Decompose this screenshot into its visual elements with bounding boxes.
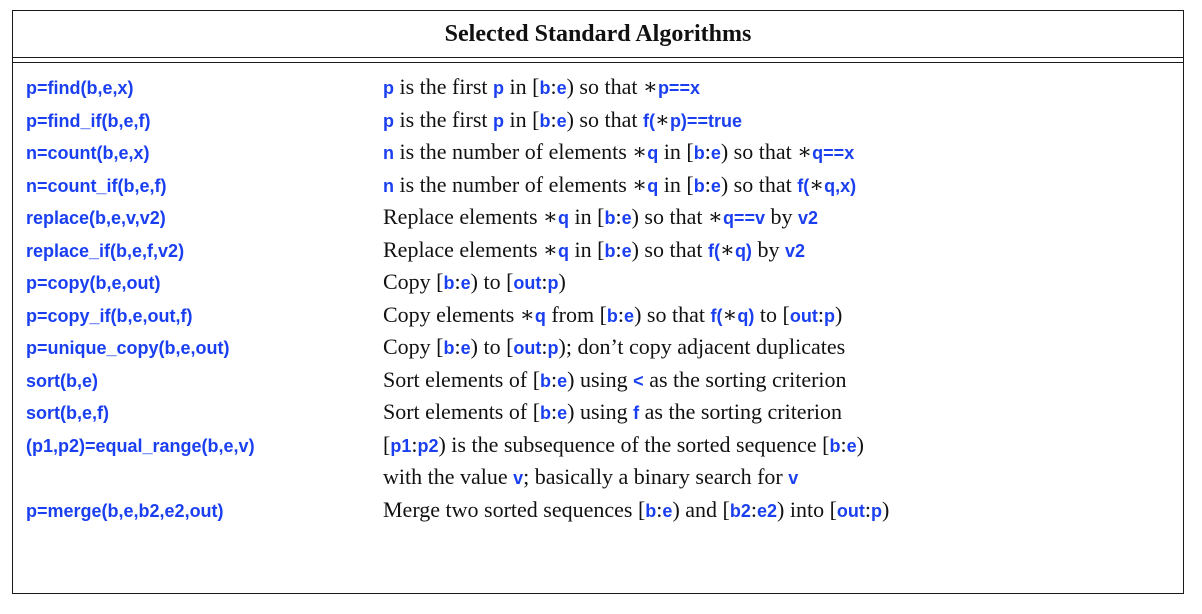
algorithm-signature: p=copy_if(b,e,out,f): [26, 305, 193, 326]
code-fragment: e: [556, 78, 567, 98]
algorithm-signature: p=merge(b,e,b2,e2,out): [26, 500, 224, 521]
code-fragment: p: [493, 78, 504, 98]
code-fragment: b: [539, 78, 551, 98]
text-fragment: in [: [569, 204, 605, 229]
text-fragment: :: [541, 334, 548, 359]
text-fragment: by: [751, 236, 785, 262]
code-fragment: q==x: [812, 143, 855, 163]
table-row: [13, 334, 1183, 367]
code-fragment: f(: [707, 240, 720, 261]
text-fragment: Copy [: [383, 269, 444, 294]
table-row: [13, 367, 1183, 400]
text-fragment: :: [750, 496, 757, 522]
code-fragment: p==x: [657, 78, 700, 98]
code-fragment: q: [534, 305, 546, 326]
text-fragment: Copy [: [383, 334, 444, 359]
code-fragment: b: [829, 435, 841, 456]
text-fragment: :: [864, 496, 872, 522]
text-fragment: in [: [569, 236, 605, 262]
text-fragment: as the sorting criterion: [643, 366, 847, 392]
algorithm-description: [383, 269, 1183, 295]
text-fragment: :: [704, 139, 711, 164]
algorithm-signature: n=count_if(b,e,f): [26, 175, 167, 196]
code-fragment: q: [558, 240, 569, 261]
code-fragment: e: [710, 175, 721, 196]
text-fragment: :: [454, 269, 461, 294]
code-fragment: b: [604, 208, 616, 228]
text-fragment: in [: [658, 139, 694, 164]
text-fragment: Sort elements of [: [383, 399, 541, 424]
table-row: [13, 107, 1183, 140]
code-fragment: q,x): [824, 175, 857, 196]
text-fragment: ∗: [722, 301, 738, 327]
code-fragment: p: [547, 273, 559, 293]
table-row: [13, 204, 1183, 237]
algorithm-description: [383, 74, 1183, 100]
code-fragment: e2: [757, 500, 778, 521]
code-fragment: p: [823, 305, 835, 326]
code-fragment: p1: [390, 435, 412, 456]
algorithm-signature: p=copy(b,e,out): [26, 273, 161, 293]
text-fragment: ) and [: [672, 496, 730, 522]
text-fragment: ) so that: [631, 236, 708, 262]
text-fragment: :: [411, 431, 418, 457]
text-fragment: ) is the subsequence of the sorted sequence [: [438, 431, 830, 457]
algorithm-signature: p=find(b,e,x): [26, 78, 134, 98]
text-fragment: in [: [658, 171, 694, 197]
text-fragment: ) using: [567, 366, 634, 392]
algorithm-signature: sort(b,e,f): [26, 403, 109, 423]
algorithm-description: [383, 432, 1183, 458]
text-fragment: :: [817, 301, 824, 327]
table-body: [13, 63, 1183, 529]
table-row: [13, 139, 1183, 172]
code-fragment: e: [621, 208, 632, 228]
text-fragment: :: [704, 171, 711, 197]
text-fragment: [: [383, 431, 391, 457]
algorithm-signature: (p1,p2)=equal_range(b,e,v): [26, 435, 255, 456]
code-fragment: q): [737, 305, 755, 326]
code-fragment: e: [662, 500, 673, 521]
code-fragment: n: [383, 143, 394, 163]
text-fragment: from [: [545, 301, 607, 327]
code-fragment: b: [540, 370, 552, 391]
algorithm-description: [383, 172, 1183, 198]
code-fragment: out: [789, 305, 818, 326]
text-fragment: :: [550, 74, 557, 99]
algorithm-description: [383, 107, 1183, 133]
code-fragment: p: [383, 110, 394, 131]
text-fragment: :: [541, 269, 548, 294]
text-fragment: ∗: [809, 171, 825, 197]
text-fragment: ): [856, 431, 864, 457]
text-fragment: :: [615, 204, 622, 229]
code-fragment: e: [621, 240, 632, 261]
text-fragment: ): [834, 301, 843, 327]
text-fragment: :: [550, 106, 557, 132]
code-fragment: f: [633, 403, 640, 423]
text-fragment: to [: [754, 301, 790, 327]
code-fragment: q): [734, 240, 752, 261]
table-title: Selected Standard Algorithms: [13, 11, 1183, 58]
code-fragment: f(: [710, 305, 723, 326]
text-fragment: ) so that ∗: [720, 139, 813, 164]
text-fragment: :: [656, 496, 663, 522]
algorithm-signature: p=unique_copy(b,e,out): [26, 338, 230, 358]
algorithm-signature: replace(b,e,v,v2): [26, 208, 166, 228]
algorithm-signature: p=find_if(b,e,f): [26, 110, 151, 131]
code-fragment: p2: [417, 435, 439, 456]
algorithm-description: [383, 497, 1183, 523]
code-fragment: v2: [784, 240, 805, 261]
code-fragment: out: [513, 338, 542, 358]
text-fragment: ) using: [567, 399, 634, 424]
text-fragment: ): [882, 496, 890, 522]
text-fragment: in [: [504, 106, 540, 132]
code-fragment: e: [460, 273, 471, 293]
text-fragment: as the sorting criterion: [639, 399, 843, 424]
algorithm-signature: n=count(b,e,x): [26, 143, 150, 163]
code-fragment: e: [557, 403, 568, 423]
code-fragment: v: [513, 468, 524, 488]
text-fragment: by: [764, 204, 798, 229]
text-fragment: in [: [504, 74, 540, 99]
table-row: [13, 302, 1183, 335]
algorithm-signature: replace_if(b,e,f,v2): [26, 240, 185, 261]
table-row: [13, 74, 1183, 107]
text-fragment: ) to [: [470, 269, 514, 294]
text-fragment: Replace elements ∗: [383, 236, 558, 262]
table-row: [13, 237, 1183, 270]
text-fragment: ) so that: [634, 301, 711, 327]
text-fragment: :: [617, 301, 625, 327]
code-fragment: e: [556, 110, 567, 131]
text-fragment: ) into [: [777, 496, 837, 522]
algorithm-description: [383, 237, 1183, 263]
text-fragment: is the number of elements ∗: [394, 139, 648, 164]
text-fragment: ): [558, 269, 566, 294]
code-fragment: p: [871, 500, 883, 521]
text-fragment: :: [551, 399, 558, 424]
code-fragment: v2: [797, 208, 818, 228]
code-fragment: p)==true: [669, 110, 742, 131]
code-fragment: q: [647, 143, 659, 163]
code-fragment: b: [645, 500, 657, 521]
algorithm-description: [383, 367, 1183, 393]
code-fragment: q: [558, 208, 569, 228]
code-fragment: b: [604, 240, 616, 261]
algorithm-description: [383, 334, 1183, 360]
table-row: [13, 464, 1183, 497]
table-row: [13, 432, 1183, 465]
text-fragment: ); don’t copy adjacent duplicates: [558, 334, 846, 359]
code-fragment: n: [383, 175, 394, 196]
algorithm-description: [383, 399, 1183, 425]
table-row: [13, 269, 1183, 302]
algorithm-signature: sort(b,e): [26, 370, 98, 391]
algorithms-table: [12, 10, 1184, 594]
code-fragment: e: [460, 338, 471, 358]
text-fragment: is the first: [394, 106, 493, 132]
text-fragment: with the value: [383, 464, 514, 489]
code-fragment: f(: [642, 110, 655, 131]
text-fragment: Merge two sorted sequences [: [383, 496, 646, 522]
code-fragment: b: [443, 273, 455, 293]
text-fragment: Replace elements ∗: [383, 204, 558, 229]
text-fragment: Sort elements of [: [383, 366, 541, 392]
code-fragment: b: [693, 143, 705, 163]
code-fragment: p: [493, 110, 504, 131]
code-fragment: <: [633, 370, 644, 391]
text-fragment: :: [615, 236, 622, 262]
code-fragment: f(: [797, 175, 810, 196]
text-fragment: :: [454, 334, 461, 359]
text-fragment: ∗: [719, 236, 735, 262]
code-fragment: b: [606, 305, 618, 326]
algorithm-description: [383, 464, 1183, 490]
code-fragment: b: [693, 175, 705, 196]
algorithm-description: [383, 204, 1183, 230]
text-fragment: is the number of elements ∗: [394, 171, 648, 197]
text-fragment: ; basically a binary search for: [523, 464, 789, 489]
code-fragment: e: [557, 370, 568, 391]
text-fragment: :: [840, 431, 847, 457]
text-fragment: ∗: [654, 106, 670, 132]
code-fragment: b: [539, 110, 551, 131]
code-fragment: p: [547, 338, 559, 358]
code-fragment: b: [443, 338, 455, 358]
algorithm-description: [383, 302, 1183, 328]
text-fragment: ) so that: [566, 106, 643, 132]
text-fragment: ) so that ∗: [631, 204, 723, 229]
code-fragment: b: [540, 403, 552, 423]
text-fragment: :: [551, 366, 558, 392]
code-fragment: v: [788, 468, 799, 488]
table-row: [13, 172, 1183, 205]
table-row: [13, 399, 1183, 432]
table-row: [13, 497, 1183, 530]
algorithm-description: [383, 139, 1183, 165]
text-fragment: ) to [: [470, 334, 514, 359]
code-fragment: p: [383, 78, 394, 98]
code-fragment: out: [836, 500, 865, 521]
text-fragment: ) so that ∗: [566, 74, 658, 99]
text-fragment: ) so that: [720, 171, 798, 197]
code-fragment: q==v: [722, 208, 765, 228]
code-fragment: q: [647, 175, 659, 196]
code-fragment: b2: [729, 500, 751, 521]
code-fragment: e: [710, 143, 721, 163]
code-fragment: out: [513, 273, 542, 293]
text-fragment: is the first: [394, 74, 493, 99]
text-fragment: Copy elements ∗: [383, 301, 535, 327]
code-fragment: e: [846, 435, 857, 456]
code-fragment: e: [624, 305, 635, 326]
